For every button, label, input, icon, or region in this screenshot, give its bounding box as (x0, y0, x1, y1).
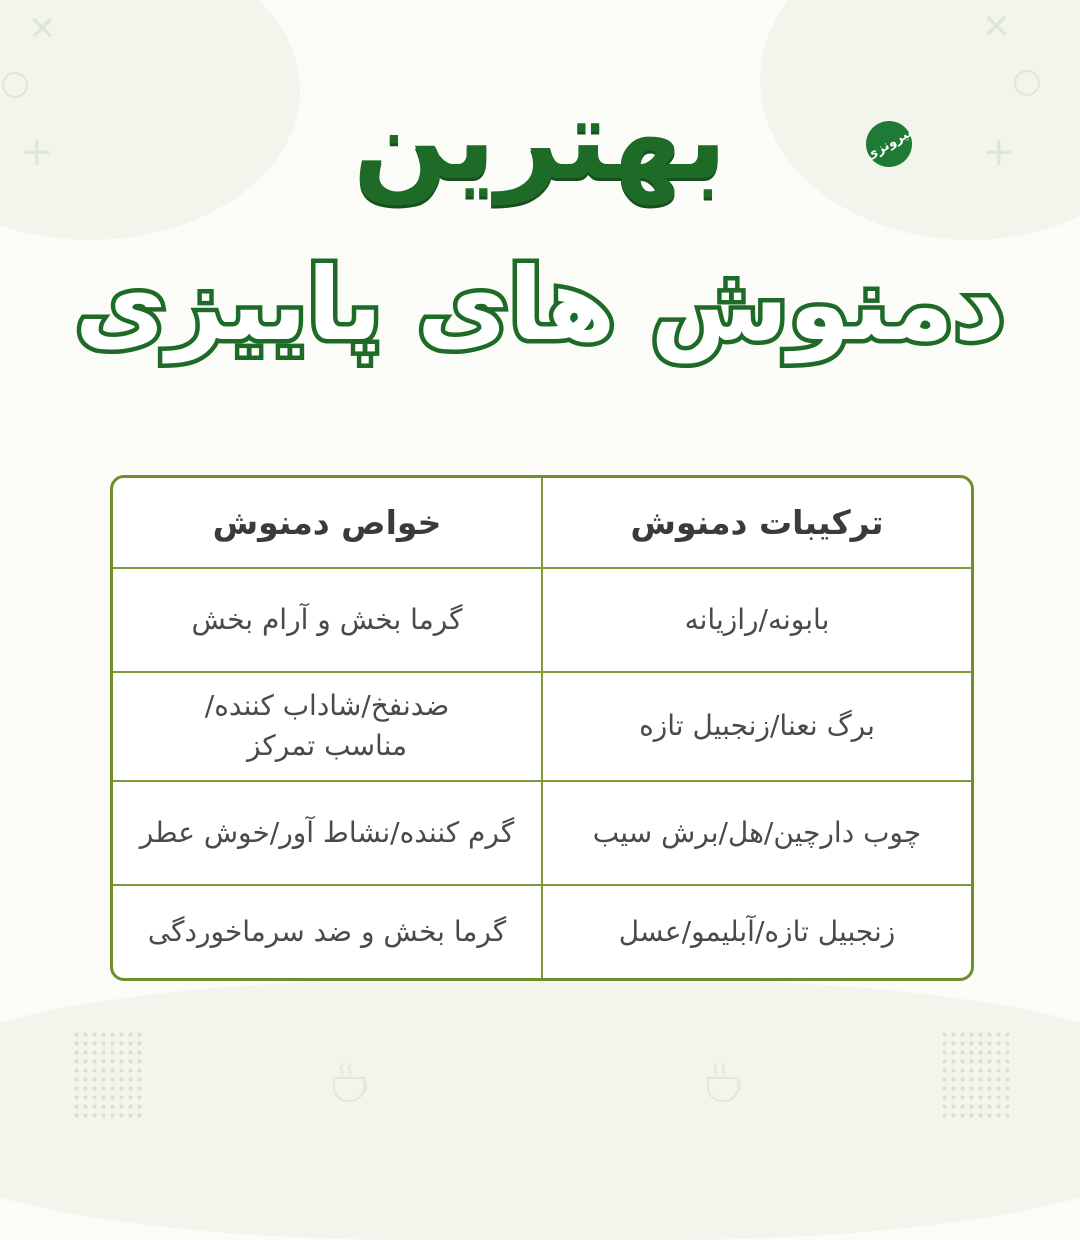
table-row (113, 672, 971, 781)
cell-ingredients: زنجبیل تازه/آبلیمو/عسل (542, 885, 971, 978)
logo-text: بیرونزی (863, 124, 915, 164)
table-row (113, 568, 971, 673)
title-line-1: بهترین (352, 75, 728, 205)
header-properties: خواص دمنوش (113, 478, 542, 568)
background-blob (0, 980, 1080, 1240)
herbal-tea-table (110, 475, 974, 981)
table-row (113, 885, 971, 978)
table-header-row (113, 478, 971, 568)
plus-decoration-icon: + (20, 129, 54, 175)
dot-pattern (940, 1030, 1010, 1120)
table-row (113, 781, 971, 886)
cell-ingredients: بابونه/رازیانه (542, 568, 971, 673)
teacup-icon (702, 1060, 752, 1105)
page-title (0, 70, 1080, 380)
cell-ingredients: برگ نعنا/زنجبیل تازه (542, 672, 971, 781)
cross-decoration-icon: ✕ (28, 9, 57, 49)
cross-decoration-icon: ✕ (982, 7, 1011, 47)
header-ingredients: ترکیبات دمنوش (542, 478, 971, 568)
teacup-icon (328, 1060, 378, 1105)
cell-properties: گرم کننده/نشاط آور/خوش عطر (113, 781, 542, 886)
title-line-2: دمنوش های پاییزی (74, 246, 1006, 363)
cell-ingredients: چوب دارچین/هل/برش سیب (542, 781, 971, 886)
cell-properties: گرما بخش و آرام بخش (113, 568, 542, 673)
dot-pattern (72, 1030, 142, 1120)
plus-decoration-icon: + (982, 129, 1016, 175)
cell-properties: ضدنفخ/شاداب کننده/ مناسب تمرکز (113, 672, 542, 781)
data-table (113, 478, 971, 978)
cell-properties: گرما بخش و ضد سرماخوردگی (113, 885, 542, 978)
